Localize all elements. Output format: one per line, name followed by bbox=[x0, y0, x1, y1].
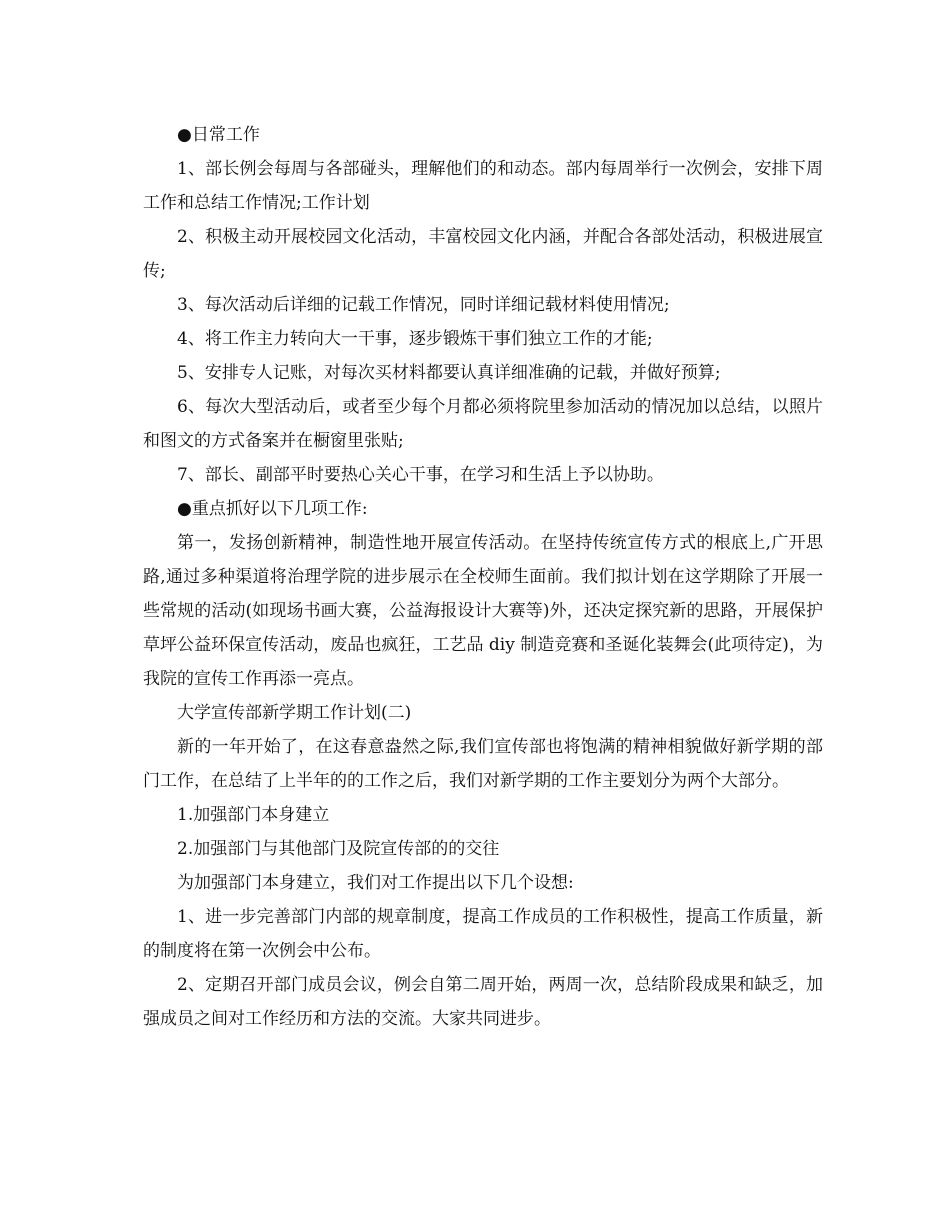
list-item: 6、每次大型活动后，或者至少每个月都必须将院里参加活动的情况加以总结，以照片和图文的方式备案并在橱窗里张贴; bbox=[143, 397, 823, 451]
paragraph-innovation: 第一，发扬创新精神，制造性地开展宣传活动。在坚持传统宣传方式的根底上,广开思路,通过多种渠道将治理学院的进步展示在全校师生面前。我们拟计划在这学期除了开展一些常规的活动(如现场书画大赛，公益海报设计大赛等)外，还决定探究新的思路，开展保护草坪公益环保宣传活动，废品也疯狂，工艺品 diy 制造竞赛和圣诞化装舞会(此项待定)，为我院的宣传工作再添一亮点。 bbox=[143, 533, 823, 689]
list-item: 4、将工作主力转向大一干事，逐步锻炼干事们独立工作的才能; bbox=[177, 329, 653, 349]
document-body bbox=[143, 118, 823, 1036]
list-item: 5、安排专人记账，对每次买材料都要认真详细准确的记载，并做好预算; bbox=[177, 363, 721, 383]
paragraph-intro: 新的一年开始了，在这春意盎然之际,我们宣传部也将饱满的精神相貌做好新学期的部门工作，在总结了上半年的的工作之后，我们对新学期的工作主要划分为两个大部分。 bbox=[143, 737, 823, 791]
bullet-heading-key-work: ●重点抓好以下几项工作: bbox=[177, 499, 368, 519]
list-item: 1.加强部门本身建立 bbox=[177, 805, 330, 825]
list-item: 2、积极主动开展校园文化活动，丰富校园文化内涵，并配合各部处活动，积极进展宣传; bbox=[143, 227, 823, 281]
list-item: 2、定期召开部门成员会议，例会自第二周开始，两周一次，总结阶段成果和缺乏，加强成员之间对工作经历和方法的交流。大家共同进步。 bbox=[143, 975, 823, 1029]
bullet-heading-daily-work: ●日常工作 bbox=[177, 125, 260, 145]
section-title-plan-two: 大学宣传部新学期工作计划(二) bbox=[177, 703, 412, 723]
list-item: 2.加强部门与其他部门及院宣传部的的交往 bbox=[177, 839, 500, 859]
list-item: 1、部长例会每周与各部碰头，理解他们的和动态。部内每周举行一次例会，安排下周工作和总结工作情况;工作计划 bbox=[143, 159, 823, 213]
list-item: 3、每次活动后详细的记载工作情况，同时详细记载材料使用情况; bbox=[177, 295, 670, 315]
list-item: 1、进一步完善部门内部的规章制度，提高工作成员的工作积极性，提高工作质量，新的制度将在第一次例会中公布。 bbox=[143, 907, 823, 961]
paragraph-proposals-intro: 为加强部门本身建立，我们对工作提出以下几个设想: bbox=[177, 873, 574, 893]
list-item: 7、部长、副部平时要热心关心干事，在学习和生活上予以协助。 bbox=[177, 465, 664, 485]
